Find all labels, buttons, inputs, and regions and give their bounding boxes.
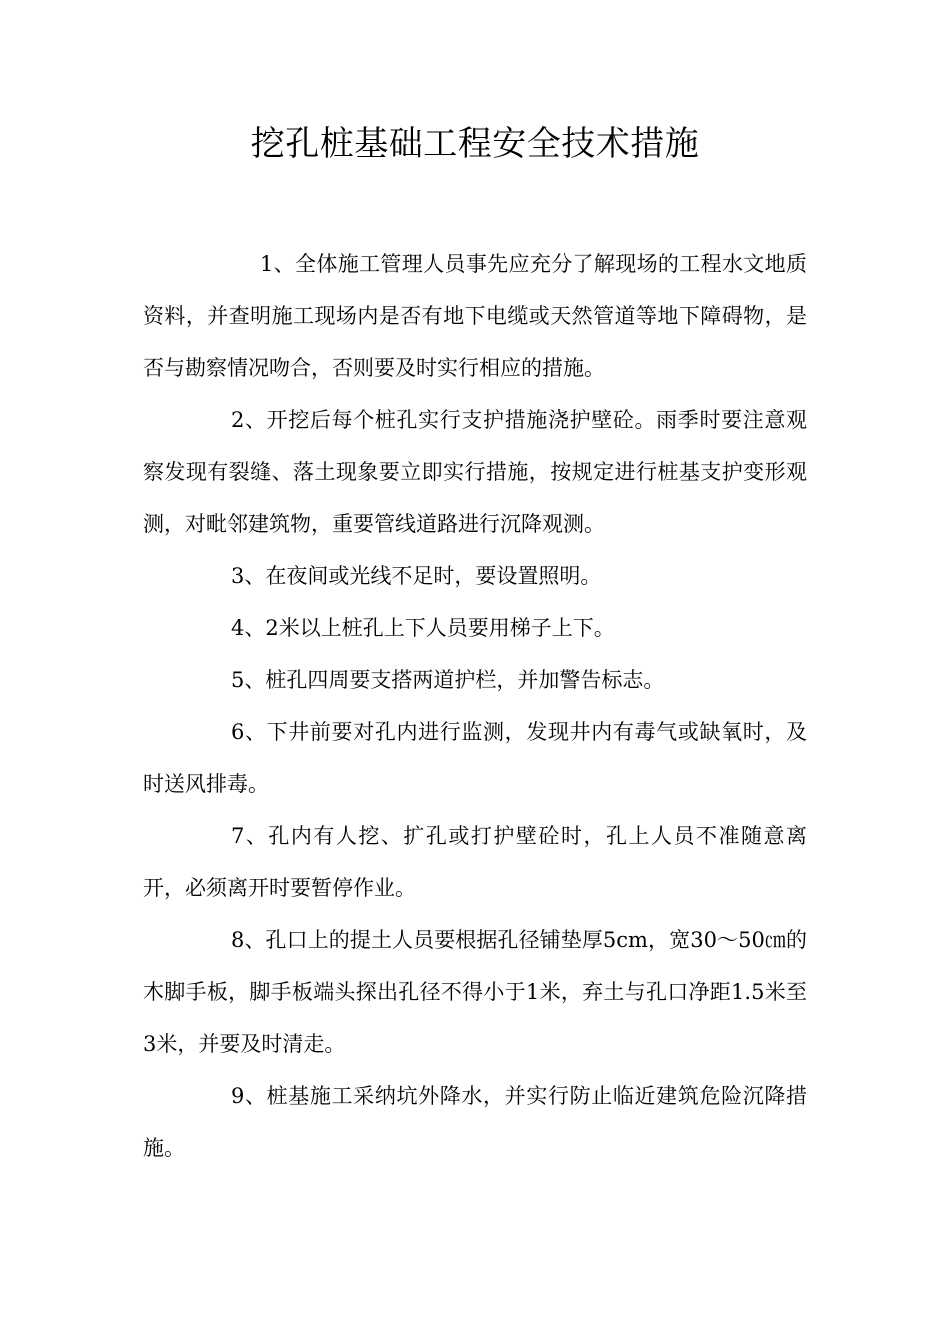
paragraph-8: 8、孔口上的提土人员要根据孔径铺垫厚5cm，宽30～50㎝的木脚手板，脚手板端头探出孔径不得小于1米，弃土与孔口净距1.5米至3米，并要及时清走。 <box>143 928 807 1056</box>
paragraph-7: 7、孔内有人挖、扩孔或打护壁砼时，孔上人员不准随意离开，必须离开时要暂停作业。 <box>143 824 807 900</box>
paragraph-1: 1、全体施工管理人员事先应充分了解现场的工程水文地质资料，并查明施工现场内是否有地下电缆或天然管道等地下障碍物，是否与勘察情况吻合，否则要及时实行相应的措施。 <box>143 252 807 380</box>
paragraph-4: 4、2米以上桩孔上下人员要用梯子上下。 <box>231 616 615 640</box>
paragraph-3: 3、在夜间或光线不足时，要设置照明。 <box>231 564 602 588</box>
paragraph-9: 9、桩基施工采纳坑外降水，并实行防止临近建筑危险沉降措施。 <box>143 1084 807 1160</box>
paragraph-5: 5、桩孔四周要支搭两道护栏，并加警告标志。 <box>231 668 665 692</box>
paragraph-6: 6、下井前要对孔内进行监测，发现井内有毒气或缺氧时，及时送风排毒。 <box>143 720 807 796</box>
document-body <box>143 238 807 1174</box>
document-title: 挖孔桩基础工程安全技术措施 <box>250 124 700 164</box>
paragraph-2: 2、开挖后每个桩孔实行支护措施浇护壁砼。雨季时要注意观察发现有裂缝、落土现象要立即实行措施，按规定进行桩基支护变形观测，对毗邻建筑物，重要管线道路进行沉降观测。 <box>143 408 807 536</box>
